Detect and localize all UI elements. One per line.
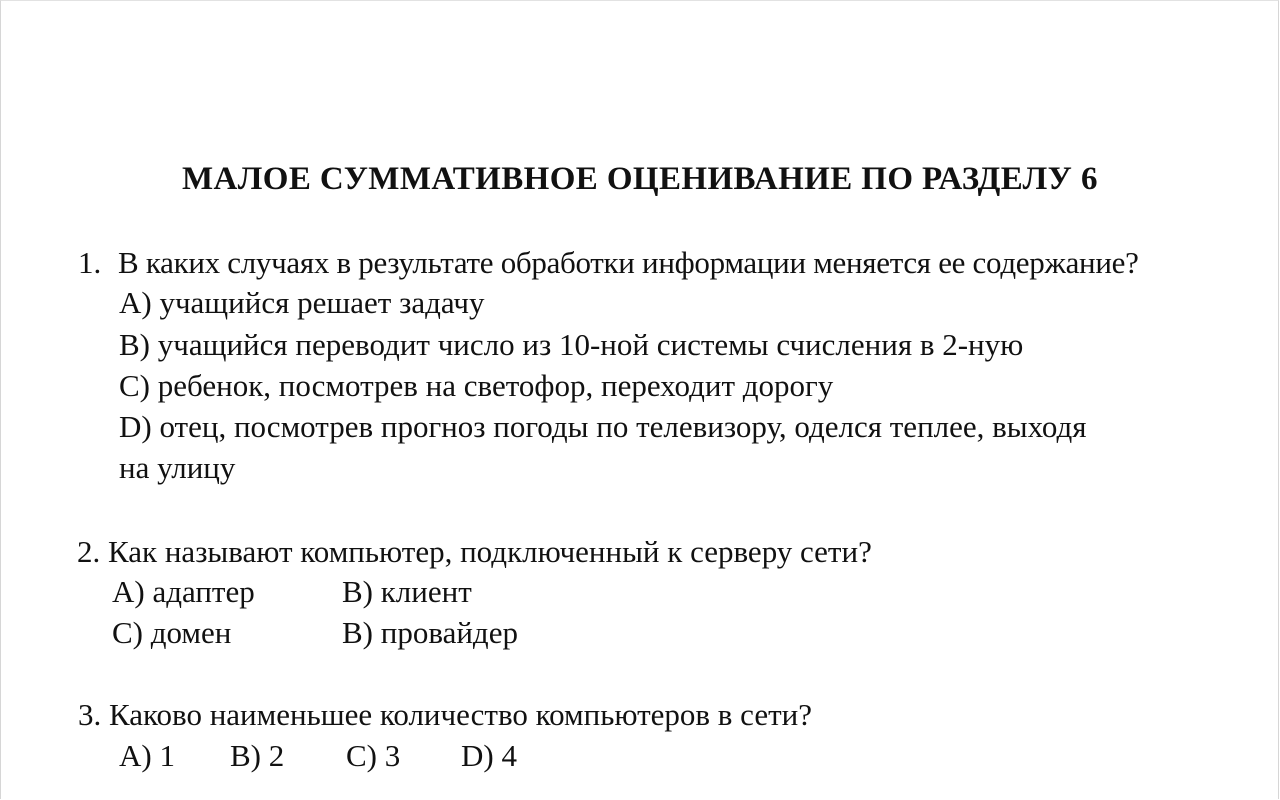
question-3-option-b: B) 2 [230,738,285,773]
question-1-option-c: C) ребенок, посмотрев на светофор, переходит дорогу [119,368,834,403]
question-2-option-c: C) домен [112,615,232,650]
question-3-option-c: C) 3 [346,738,401,773]
question-2-option-a: A) адаптер [112,574,255,609]
question-1-number: 1. [78,245,102,280]
question-1-option-d-continued: на улицу [119,450,236,485]
question-1-text: В каких случаях в результате обработки информации меняется ее содержание? [118,245,1139,280]
question-1-option-b: B) учащийся переводит число из 10-ной системы счисления в 2-ную [119,327,1024,362]
question-2-text: 2. Как называют компьютер, подключенный к серверу сети? [77,534,872,569]
question-1-option-d: D) отец, посмотрев прогноз погоды по телевизору, оделся теплее, выходя [119,409,1087,444]
question-1-option-a: A) учащийся решает задачу [119,285,485,320]
question-3-option-a: A) 1 [119,738,175,773]
question-3-option-d: D) 4 [461,738,517,773]
question-2-option-d: B) провайдер [342,615,518,650]
question-3-text: 3. Каково наименьшее количество компьютеров в сети? [78,697,812,732]
question-2-option-b: B) клиент [342,574,472,609]
document-title: МАЛОЕ СУММАТИВНОЕ ОЦЕНИВАНИЕ ПО РАЗДЕЛУ 6 [182,161,1098,197]
